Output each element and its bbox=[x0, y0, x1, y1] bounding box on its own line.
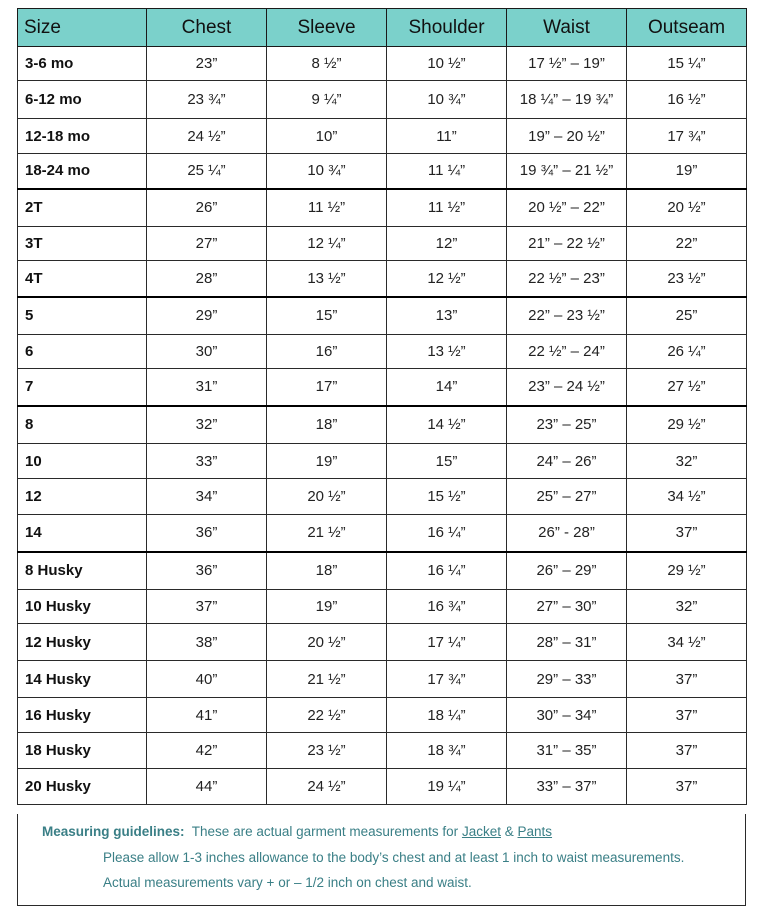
cell-sleeve: 9 ¼” bbox=[267, 81, 387, 119]
cell-sleeve: 10 ¾” bbox=[267, 154, 387, 189]
cell-chest: 23 ¾” bbox=[147, 81, 267, 119]
cell-outseam: 34 ½” bbox=[627, 624, 747, 661]
cell-outseam: 27 ½” bbox=[627, 369, 747, 406]
cell-shoulder: 12” bbox=[387, 227, 507, 261]
cell-outseam: 22” bbox=[627, 227, 747, 261]
cell-chest: 44” bbox=[147, 769, 267, 805]
guidelines-line-1 bbox=[42, 824, 552, 839]
cell-shoulder: 11 ½” bbox=[387, 189, 507, 227]
cell-chest: 38” bbox=[147, 624, 267, 661]
cell-shoulder: 10 ½” bbox=[387, 47, 507, 81]
cell-sleeve: 8 ½” bbox=[267, 47, 387, 81]
cell-outseam: 23 ½” bbox=[627, 261, 747, 297]
cell-waist: 33” – 37” bbox=[507, 769, 627, 805]
cell-outseam: 32” bbox=[627, 590, 747, 624]
cell-shoulder: 17 ¼” bbox=[387, 624, 507, 661]
cell-size: 5 bbox=[18, 297, 147, 335]
table-row bbox=[18, 227, 747, 261]
cell-waist: 30” – 34” bbox=[507, 698, 627, 733]
cell-waist: 19” – 20 ½” bbox=[507, 119, 627, 154]
cell-waist: 24” – 26” bbox=[507, 444, 627, 479]
cell-size: 18-24 mo bbox=[18, 154, 147, 189]
cell-sleeve: 20 ½” bbox=[267, 624, 387, 661]
cell-size: 16 Husky bbox=[18, 698, 147, 733]
cell-shoulder: 16 ¼” bbox=[387, 515, 507, 552]
cell-chest: 26” bbox=[147, 189, 267, 227]
cell-shoulder: 11” bbox=[387, 119, 507, 154]
column-header-sleeve: Sleeve bbox=[267, 9, 387, 47]
cell-outseam: 29 ½” bbox=[627, 406, 747, 444]
cell-chest: 31” bbox=[147, 369, 267, 406]
cell-size: 4T bbox=[18, 261, 147, 297]
guidelines-line-2: Please allow 1-3 inches allowance to the body’s chest and at least 1 inch to waist measurements. bbox=[103, 850, 685, 865]
cell-waist: 29” – 33” bbox=[507, 661, 627, 698]
table-row bbox=[18, 769, 747, 805]
cell-outseam: 26 ¼” bbox=[627, 335, 747, 369]
cell-shoulder: 16 ¼” bbox=[387, 552, 507, 590]
column-header-outseam: Outseam bbox=[627, 9, 747, 47]
cell-size: 2T bbox=[18, 189, 147, 227]
header-row bbox=[18, 9, 747, 47]
cell-sleeve: 21 ½” bbox=[267, 515, 387, 552]
cell-outseam: 15 ¼” bbox=[627, 47, 747, 81]
cell-size: 14 Husky bbox=[18, 661, 147, 698]
cell-outseam: 37” bbox=[627, 698, 747, 733]
cell-sleeve: 13 ½” bbox=[267, 261, 387, 297]
cell-shoulder: 13” bbox=[387, 297, 507, 335]
column-header-shoulder: Shoulder bbox=[387, 9, 507, 47]
cell-size: 10 Husky bbox=[18, 590, 147, 624]
cell-shoulder: 11 ¼” bbox=[387, 154, 507, 189]
cell-chest: 34” bbox=[147, 479, 267, 515]
cell-outseam: 20 ½” bbox=[627, 189, 747, 227]
table-row bbox=[18, 733, 747, 769]
cell-outseam: 37” bbox=[627, 769, 747, 805]
cell-shoulder: 17 ¾” bbox=[387, 661, 507, 698]
cell-size: 12 bbox=[18, 479, 147, 515]
cell-outseam: 37” bbox=[627, 661, 747, 698]
cell-chest: 23” bbox=[147, 47, 267, 81]
cell-waist: 22 ½” – 23” bbox=[507, 261, 627, 297]
cell-waist: 20 ½” – 22” bbox=[507, 189, 627, 227]
table-row bbox=[18, 297, 747, 335]
cell-size: 6-12 mo bbox=[18, 81, 147, 119]
measuring-guidelines bbox=[17, 814, 746, 906]
cell-sleeve: 15” bbox=[267, 297, 387, 335]
cell-sleeve: 24 ½” bbox=[267, 769, 387, 805]
cell-size: 3-6 mo bbox=[18, 47, 147, 81]
cell-chest: 42” bbox=[147, 733, 267, 769]
cell-sleeve: 21 ½” bbox=[267, 661, 387, 698]
cell-sleeve: 18” bbox=[267, 406, 387, 444]
cell-chest: 30” bbox=[147, 335, 267, 369]
table-row bbox=[18, 661, 747, 698]
cell-size: 12-18 mo bbox=[18, 119, 147, 154]
cell-size: 20 Husky bbox=[18, 769, 147, 805]
cell-waist: 28” – 31” bbox=[507, 624, 627, 661]
cell-outseam: 34 ½” bbox=[627, 479, 747, 515]
guidelines-line-3: Actual measurements vary + or – 1/2 inch on chest and waist. bbox=[103, 875, 472, 890]
cell-size: 10 bbox=[18, 444, 147, 479]
cell-outseam: 16 ½” bbox=[627, 81, 747, 119]
column-header-chest: Chest bbox=[147, 9, 267, 47]
table-row bbox=[18, 369, 747, 406]
cell-sleeve: 10” bbox=[267, 119, 387, 154]
cell-outseam: 25” bbox=[627, 297, 747, 335]
cell-shoulder: 14 ½” bbox=[387, 406, 507, 444]
cell-chest: 32” bbox=[147, 406, 267, 444]
cell-shoulder: 18 ¼” bbox=[387, 698, 507, 733]
cell-waist: 26” - 28” bbox=[507, 515, 627, 552]
cell-shoulder: 15 ½” bbox=[387, 479, 507, 515]
cell-sleeve: 20 ½” bbox=[267, 479, 387, 515]
guidelines-label: Measuring guidelines: bbox=[42, 824, 185, 839]
cell-outseam: 32” bbox=[627, 444, 747, 479]
cell-waist: 23” – 25” bbox=[507, 406, 627, 444]
cell-waist: 27” – 30” bbox=[507, 590, 627, 624]
cell-waist: 25” – 27” bbox=[507, 479, 627, 515]
cell-waist: 23” – 24 ½” bbox=[507, 369, 627, 406]
cell-outseam: 29 ½” bbox=[627, 552, 747, 590]
cell-size: 6 bbox=[18, 335, 147, 369]
table-row bbox=[18, 335, 747, 369]
cell-sleeve: 18” bbox=[267, 552, 387, 590]
cell-chest: 40” bbox=[147, 661, 267, 698]
cell-sleeve: 12 ¼” bbox=[267, 227, 387, 261]
cell-sleeve: 23 ½” bbox=[267, 733, 387, 769]
cell-shoulder: 14” bbox=[387, 369, 507, 406]
table-row bbox=[18, 261, 747, 297]
cell-sleeve: 17” bbox=[267, 369, 387, 406]
cell-sleeve: 19” bbox=[267, 590, 387, 624]
cell-chest: 28” bbox=[147, 261, 267, 297]
table-row bbox=[18, 624, 747, 661]
cell-chest: 37” bbox=[147, 590, 267, 624]
cell-chest: 33” bbox=[147, 444, 267, 479]
table-row bbox=[18, 47, 747, 81]
cell-waist: 26” – 29” bbox=[507, 552, 627, 590]
size-chart-table bbox=[17, 8, 747, 805]
cell-waist: 22 ½” – 24” bbox=[507, 335, 627, 369]
table-row bbox=[18, 698, 747, 733]
cell-waist: 22” – 23 ½” bbox=[507, 297, 627, 335]
ampersand: & bbox=[504, 824, 514, 839]
cell-shoulder: 15” bbox=[387, 444, 507, 479]
cell-waist: 18 ¼” – 19 ¾” bbox=[507, 81, 627, 119]
cell-shoulder: 12 ½” bbox=[387, 261, 507, 297]
cell-shoulder: 13 ½” bbox=[387, 335, 507, 369]
cell-waist: 19 ¾” – 21 ½” bbox=[507, 154, 627, 189]
cell-size: 12 Husky bbox=[18, 624, 147, 661]
cell-shoulder: 18 ¾” bbox=[387, 733, 507, 769]
table-row bbox=[18, 479, 747, 515]
table-row bbox=[18, 154, 747, 189]
table-row bbox=[18, 590, 747, 624]
table-row bbox=[18, 119, 747, 154]
cell-chest: 24 ½” bbox=[147, 119, 267, 154]
table-row bbox=[18, 81, 747, 119]
cell-waist: 31” – 35” bbox=[507, 733, 627, 769]
cell-waist: 17 ½” – 19” bbox=[507, 47, 627, 81]
cell-sleeve: 11 ½” bbox=[267, 189, 387, 227]
cell-outseam: 37” bbox=[627, 733, 747, 769]
table-row bbox=[18, 552, 747, 590]
cell-sleeve: 16” bbox=[267, 335, 387, 369]
cell-shoulder: 19 ¼” bbox=[387, 769, 507, 805]
cell-size: 14 bbox=[18, 515, 147, 552]
cell-chest: 36” bbox=[147, 552, 267, 590]
table-row bbox=[18, 444, 747, 479]
cell-size: 8 Husky bbox=[18, 552, 147, 590]
guidelines-intro: These are actual garment measurements for bbox=[191, 824, 459, 839]
cell-sleeve: 22 ½” bbox=[267, 698, 387, 733]
cell-waist: 21” – 22 ½” bbox=[507, 227, 627, 261]
table-row bbox=[18, 406, 747, 444]
cell-size: 7 bbox=[18, 369, 147, 406]
column-header-size: Size bbox=[18, 9, 147, 47]
cell-chest: 41” bbox=[147, 698, 267, 733]
cell-chest: 25 ¼” bbox=[147, 154, 267, 189]
cell-chest: 29” bbox=[147, 297, 267, 335]
cell-size: 3T bbox=[18, 227, 147, 261]
cell-chest: 27” bbox=[147, 227, 267, 261]
column-header-waist: Waist bbox=[507, 9, 627, 47]
pants-link[interactable]: Pants bbox=[517, 824, 553, 839]
table-row bbox=[18, 189, 747, 227]
jacket-link[interactable]: Jacket bbox=[461, 824, 501, 839]
cell-outseam: 19” bbox=[627, 154, 747, 189]
cell-outseam: 17 ¾” bbox=[627, 119, 747, 154]
cell-chest: 36” bbox=[147, 515, 267, 552]
cell-sleeve: 19” bbox=[267, 444, 387, 479]
cell-size: 18 Husky bbox=[18, 733, 147, 769]
size-chart-body bbox=[18, 47, 747, 805]
cell-shoulder: 10 ¾” bbox=[387, 81, 507, 119]
table-row bbox=[18, 515, 747, 552]
cell-outseam: 37” bbox=[627, 515, 747, 552]
cell-size: 8 bbox=[18, 406, 147, 444]
cell-shoulder: 16 ¾” bbox=[387, 590, 507, 624]
